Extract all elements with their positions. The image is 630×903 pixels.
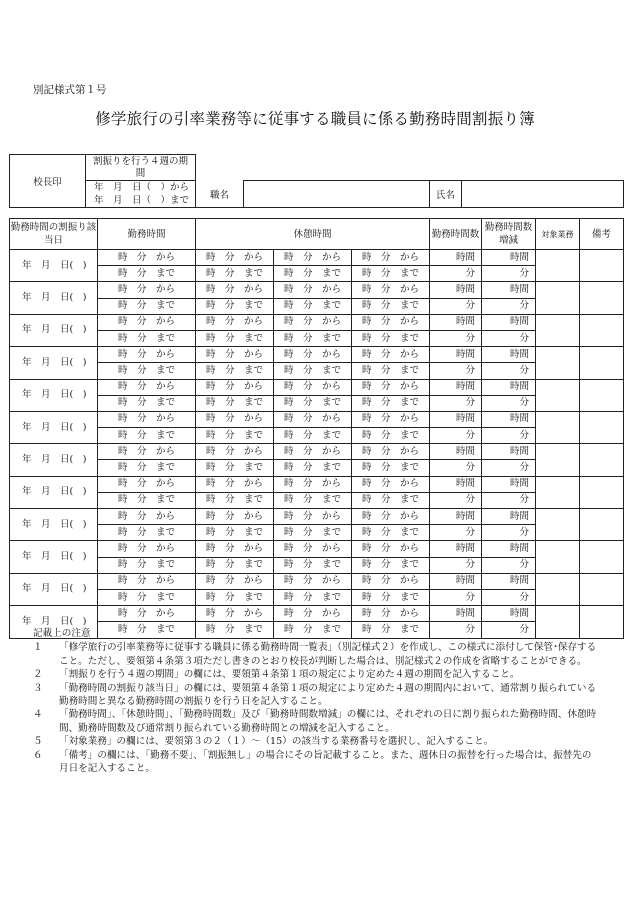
target-work-cell[interactable] <box>536 573 580 605</box>
note-text: 「勤務時間の割振り該当日」の欄には、要領第４条第１項の規定により定めた４週の期間内において、通常割り振られている勤務時間と異なる勤務時間の割振りを行う日を記入すること。 <box>59 682 597 708</box>
break-time-from[interactable]: 時 分 から <box>196 444 274 460</box>
work-time-to[interactable]: 時 分 まで <box>98 557 196 573</box>
header-work-hours-change: 勤務時間数増減 <box>482 219 536 250</box>
target-work-cell[interactable] <box>536 314 580 346</box>
work-hours-change-minutes[interactable]: 分 <box>482 428 536 444</box>
break-time-to[interactable]: 時 分 まで <box>196 330 274 346</box>
note-number: ２ <box>33 669 43 681</box>
break-time-from[interactable]: 時 分 から <box>352 411 430 427</box>
work-time-to[interactable]: 時 分 まで <box>98 266 196 282</box>
header-remarks: 備考 <box>580 219 624 250</box>
date-cell[interactable]: 年 月 日( ) <box>10 411 98 443</box>
remarks-cell[interactable] <box>580 509 624 541</box>
work-hours-minutes[interactable]: 分 <box>430 492 482 508</box>
break-time-to[interactable]: 時 分 まで <box>196 492 274 508</box>
break-time-to[interactable]: 時 分 まで <box>274 266 352 282</box>
break-time-to[interactable]: 時 分 まで <box>274 395 352 411</box>
target-work-cell[interactable] <box>536 509 580 541</box>
schedule-row <box>10 330 624 346</box>
work-hours-hours[interactable]: 時間 <box>430 444 482 460</box>
work-time-from[interactable]: 時 分 から <box>98 444 196 460</box>
break-time-from[interactable]: 時 分 から <box>352 347 430 363</box>
principal-seal-label: 校長印 <box>10 155 86 208</box>
target-work-cell[interactable] <box>536 379 580 411</box>
work-hours-change-hours[interactable]: 時間 <box>482 314 536 330</box>
note-item <box>33 735 601 748</box>
work-hours-minutes[interactable]: 分 <box>430 298 482 314</box>
position-label: 職名 <box>196 181 244 208</box>
remarks-cell[interactable] <box>580 347 624 379</box>
break-time-to[interactable]: 時 分 まで <box>352 492 430 508</box>
work-hours-change-minutes[interactable]: 分 <box>482 557 536 573</box>
date-cell[interactable]: 年 月 日( ) <box>10 573 98 605</box>
work-hours-change-hours[interactable]: 時間 <box>482 411 536 427</box>
work-hours-hours[interactable]: 時間 <box>430 411 482 427</box>
work-hours-minutes[interactable]: 分 <box>430 622 482 638</box>
work-time-from[interactable]: 時 分 から <box>98 606 196 622</box>
break-time-from[interactable]: 時 分 から <box>274 606 352 622</box>
note-item <box>33 749 601 776</box>
break-time-to[interactable]: 時 分 まで <box>274 428 352 444</box>
break-time-from[interactable]: 時 分 から <box>352 541 430 557</box>
target-work-cell[interactable] <box>536 282 580 314</box>
break-time-to[interactable]: 時 分 まで <box>196 460 274 476</box>
target-work-cell[interactable] <box>536 476 580 508</box>
break-time-from[interactable]: 時 分 から <box>196 379 274 395</box>
schedule-row <box>10 250 624 266</box>
break-time-from[interactable]: 時 分 から <box>352 509 430 525</box>
break-time-from[interactable]: 時 分 から <box>274 509 352 525</box>
break-time-to[interactable]: 時 分 まで <box>352 460 430 476</box>
period-from: 年 月 日（ ）から <box>94 182 190 193</box>
header-table <box>9 154 624 208</box>
break-time-from[interactable]: 時 分 から <box>196 509 274 525</box>
break-time-from[interactable]: 時 分 から <box>352 606 430 622</box>
work-hours-minutes[interactable]: 分 <box>430 428 482 444</box>
work-hours-hours[interactable]: 時間 <box>430 509 482 525</box>
break-time-to[interactable]: 時 分 まで <box>196 428 274 444</box>
break-time-from[interactable]: 時 分 から <box>196 541 274 557</box>
break-time-to[interactable]: 時 分 まで <box>196 266 274 282</box>
remarks-cell[interactable] <box>580 282 624 314</box>
date-cell[interactable]: 年 月 日( ) <box>10 379 98 411</box>
work-hours-change-minutes[interactable]: 分 <box>482 330 536 346</box>
work-hours-hours[interactable]: 時間 <box>430 476 482 492</box>
work-hours-change-minutes[interactable]: 分 <box>482 298 536 314</box>
work-hours-minutes[interactable]: 分 <box>430 589 482 605</box>
target-work-cell[interactable] <box>536 411 580 443</box>
work-time-from[interactable]: 時 分 から <box>98 411 196 427</box>
work-time-to[interactable]: 時 分 まで <box>98 395 196 411</box>
work-time-from[interactable]: 時 分 から <box>98 379 196 395</box>
break-time-from[interactable]: 時 分 から <box>274 282 352 298</box>
work-time-to[interactable]: 時 分 まで <box>98 363 196 379</box>
break-time-to[interactable]: 時 分 まで <box>352 298 430 314</box>
break-time-from[interactable]: 時 分 から <box>196 573 274 589</box>
break-time-to[interactable]: 時 分 まで <box>352 395 430 411</box>
note-number: ６ <box>33 749 43 761</box>
header-date: 勤務時間の割振り該当日 <box>10 219 98 250</box>
work-hours-change-minutes[interactable]: 分 <box>482 589 536 605</box>
break-time-to[interactable]: 時 分 まで <box>352 525 430 541</box>
work-time-to[interactable]: 時 分 まで <box>98 460 196 476</box>
break-time-to[interactable]: 時 分 まで <box>274 363 352 379</box>
name-field[interactable] <box>462 181 624 208</box>
schedule-row <box>10 428 624 444</box>
date-cell[interactable]: 年 月 日( ) <box>10 476 98 508</box>
break-time-to[interactable]: 時 分 まで <box>196 395 274 411</box>
date-cell[interactable]: 年 月 日( ) <box>10 347 98 379</box>
remarks-cell[interactable] <box>580 314 624 346</box>
work-time-to[interactable]: 時 分 まで <box>98 428 196 444</box>
break-time-to[interactable]: 時 分 まで <box>274 557 352 573</box>
remarks-cell[interactable] <box>580 444 624 476</box>
break-time-from[interactable]: 時 分 から <box>196 606 274 622</box>
schedule-row <box>10 266 624 282</box>
remarks-cell[interactable] <box>580 379 624 411</box>
work-hours-change-hours[interactable]: 時間 <box>482 606 536 622</box>
note-item <box>33 641 601 668</box>
date-cell[interactable]: 年 月 日( ) <box>10 541 98 573</box>
remarks-cell[interactable] <box>580 541 624 573</box>
period-label: 割振りを行う４週の期間 <box>86 155 196 181</box>
break-time-from[interactable]: 時 分 から <box>352 444 430 460</box>
break-time-to[interactable]: 時 分 まで <box>196 525 274 541</box>
work-hours-hours[interactable]: 時間 <box>430 314 482 330</box>
work-hours-hours[interactable]: 時間 <box>430 250 482 266</box>
header-work-hours: 勤務時間数 <box>430 219 482 250</box>
schedule-row <box>10 606 624 622</box>
work-hours-change-minutes[interactable]: 分 <box>482 363 536 379</box>
schedule-row <box>10 589 624 605</box>
break-time-from[interactable]: 時 分 から <box>196 250 274 266</box>
break-time-to[interactable]: 時 分 まで <box>196 557 274 573</box>
work-hours-change-hours[interactable]: 時間 <box>482 509 536 525</box>
work-hours-change-hours[interactable]: 時間 <box>482 444 536 460</box>
schedule-row <box>10 379 624 395</box>
work-hours-change-minutes[interactable]: 分 <box>482 492 536 508</box>
break-time-to[interactable]: 時 分 まで <box>274 460 352 476</box>
schedule-row <box>10 476 624 492</box>
header-target-work: 対象業務 <box>536 219 580 250</box>
work-hours-hours[interactable]: 時間 <box>430 573 482 589</box>
notes-heading: 記載上の注意 <box>33 628 91 639</box>
break-time-from[interactable]: 時 分 から <box>196 411 274 427</box>
schedule-row <box>10 460 624 476</box>
break-time-to[interactable]: 時 分 まで <box>196 363 274 379</box>
break-time-to[interactable]: 時 分 まで <box>196 298 274 314</box>
period-to: 年 月 日（ ）まで <box>94 195 190 206</box>
note-number: ５ <box>33 736 43 748</box>
work-time-to[interactable]: 時 分 まで <box>98 589 196 605</box>
schedule-row <box>10 444 624 460</box>
work-time-to[interactable]: 時 分 まで <box>98 298 196 314</box>
work-hours-change-hours[interactable]: 時間 <box>482 573 536 589</box>
schedule-row <box>10 314 624 330</box>
schedule-row <box>10 492 624 508</box>
position-field[interactable] <box>244 181 430 208</box>
break-time-to[interactable]: 時 分 まで <box>352 589 430 605</box>
schedule-row <box>10 395 624 411</box>
date-cell[interactable]: 年 月 日( ) <box>10 444 98 476</box>
work-time-from[interactable]: 時 分 から <box>98 282 196 298</box>
break-time-to[interactable]: 時 分 まで <box>274 330 352 346</box>
header-work-time: 勤務時間 <box>98 219 196 250</box>
break-time-from[interactable]: 時 分 から <box>352 314 430 330</box>
period-range <box>86 181 196 208</box>
work-hours-hours[interactable]: 時間 <box>430 379 482 395</box>
break-time-to[interactable]: 時 分 まで <box>352 266 430 282</box>
break-time-to[interactable]: 時 分 まで <box>274 298 352 314</box>
note-text: 「対象業務」の欄には、要領第３の２（１）～（15）の該当する業務番号を選択し、記入すること。 <box>59 736 494 748</box>
break-time-to[interactable]: 時 分 まで <box>352 428 430 444</box>
break-time-from[interactable]: 時 分 から <box>274 573 352 589</box>
note-text: 「備考」の欄には、「勤務不要」、「割振無し」の場合にその旨記載すること。また、週休日の振替を行った場合は、振替先の月日を記入すること。 <box>59 749 592 775</box>
schedule-row <box>10 557 624 573</box>
schedule-row <box>10 282 624 298</box>
page-title: 修学旅行の引率業務等に従事する職員に係る勤務時間割振り簿 <box>95 110 535 128</box>
target-work-cell[interactable] <box>536 347 580 379</box>
work-time-to[interactable]: 時 分 まで <box>98 622 196 638</box>
target-work-cell[interactable] <box>536 444 580 476</box>
break-time-from[interactable]: 時 分 から <box>274 476 352 492</box>
schedule-row <box>10 573 624 589</box>
note-text: 「修学旅行の引率業務等に従事する職員に係る勤務時間一覧表」（別記様式２）を作成し、この様式に添付して保管･保存すること。ただし、要領第４条第３項ただし書きのとおり校長が判断した場合は、別記様式２の作成を省略することができる。 <box>59 642 597 667</box>
remarks-cell[interactable] <box>580 411 624 443</box>
name-label: 氏名 <box>430 181 462 208</box>
schedule-row <box>10 509 624 525</box>
note-item <box>33 708 601 735</box>
note-number: １ <box>33 642 43 654</box>
work-time-from[interactable]: 時 分 から <box>98 541 196 557</box>
form-number-label: 別記様式第１号 <box>33 84 107 96</box>
work-hours-hours[interactable]: 時間 <box>430 541 482 557</box>
break-time-to[interactable]: 時 分 まで <box>274 492 352 508</box>
work-hours-hours[interactable]: 時間 <box>430 606 482 622</box>
break-time-from[interactable]: 時 分 から <box>352 282 430 298</box>
work-time-from[interactable]: 時 分 から <box>98 476 196 492</box>
schedule-row <box>10 347 624 363</box>
date-cell[interactable]: 年 月 日( ) <box>10 314 98 346</box>
work-hours-change-hours[interactable]: 時間 <box>482 347 536 363</box>
work-hours-change-minutes[interactable]: 分 <box>482 460 536 476</box>
break-time-to[interactable]: 時 分 まで <box>352 622 430 638</box>
date-cell[interactable]: 年 月 日( ) <box>10 509 98 541</box>
schedule-row <box>10 525 624 541</box>
work-hours-minutes[interactable]: 分 <box>430 557 482 573</box>
work-hours-hours[interactable]: 時間 <box>430 347 482 363</box>
break-time-to[interactable]: 時 分 まで <box>274 622 352 638</box>
work-time-from[interactable]: 時 分 から <box>98 250 196 266</box>
work-hours-change-hours[interactable]: 時間 <box>482 476 536 492</box>
break-time-from[interactable]: 時 分 から <box>352 379 430 395</box>
break-time-from[interactable]: 時 分 から <box>274 379 352 395</box>
work-hours-minutes[interactable]: 分 <box>430 395 482 411</box>
schedule-row <box>10 411 624 427</box>
work-time-to[interactable]: 時 分 まで <box>98 330 196 346</box>
schedule-table <box>9 218 624 639</box>
work-time-from[interactable]: 時 分 から <box>98 347 196 363</box>
work-hours-minutes[interactable]: 分 <box>430 330 482 346</box>
date-cell[interactable]: 年 月 日( ) <box>10 250 98 282</box>
work-hours-minutes[interactable]: 分 <box>430 266 482 282</box>
note-text: 「勤務時間」、「休憩時間」、「勤務時間数」及び「勤務時間数増減」の欄には、それぞれの日に割り振られた勤務時間、休憩時間、勤務時間数及び通常割り振られている勤務時間との増減を記入すること。 <box>59 709 597 734</box>
work-time-to[interactable]: 時 分 まで <box>98 492 196 508</box>
work-hours-change-hours[interactable]: 時間 <box>482 541 536 557</box>
break-time-from[interactable]: 時 分 から <box>196 476 274 492</box>
break-time-to[interactable]: 時 分 まで <box>196 589 274 605</box>
break-time-to[interactable]: 時 分 まで <box>352 363 430 379</box>
schedule-row <box>10 541 624 557</box>
work-hours-change-hours[interactable]: 時間 <box>482 282 536 298</box>
target-work-cell[interactable] <box>536 250 580 282</box>
break-time-from[interactable]: 時 分 から <box>274 347 352 363</box>
break-time-to[interactable]: 時 分 まで <box>274 589 352 605</box>
break-time-from[interactable]: 時 分 から <box>352 250 430 266</box>
work-hours-change-minutes[interactable]: 分 <box>482 525 536 541</box>
break-time-to[interactable]: 時 分 まで <box>196 622 274 638</box>
break-time-to[interactable]: 時 分 まで <box>352 557 430 573</box>
work-hours-minutes[interactable]: 分 <box>430 460 482 476</box>
note-number: ４ <box>33 709 43 721</box>
break-time-from[interactable]: 時 分 から <box>352 573 430 589</box>
target-work-cell[interactable] <box>536 541 580 573</box>
break-time-from[interactable]: 時 分 から <box>352 476 430 492</box>
work-hours-change-hours[interactable]: 時間 <box>482 250 536 266</box>
break-time-from[interactable]: 時 分 から <box>274 250 352 266</box>
work-hours-change-hours[interactable]: 時間 <box>482 379 536 395</box>
header-break-time: 休憩時間 <box>196 219 430 250</box>
note-item <box>33 668 601 681</box>
work-hours-minutes[interactable]: 分 <box>430 363 482 379</box>
break-time-to[interactable]: 時 分 まで <box>274 525 352 541</box>
work-hours-minutes[interactable]: 分 <box>430 525 482 541</box>
work-time-from[interactable]: 時 分 から <box>98 314 196 330</box>
work-hours-change-minutes[interactable]: 分 <box>482 622 536 638</box>
date-cell[interactable]: 年 月 日( ) <box>10 606 98 638</box>
break-time-from[interactable]: 時 分 から <box>196 282 274 298</box>
work-time-from[interactable]: 時 分 から <box>98 573 196 589</box>
note-text: 「割振りを行う４週の期間」の欄には、要領第４条第１項の規定により定めた４週の期間を記入すること。 <box>59 669 520 681</box>
break-time-from[interactable]: 時 分 から <box>274 541 352 557</box>
notes-section <box>33 627 601 775</box>
break-time-from[interactable]: 時 分 から <box>196 314 274 330</box>
work-hours-change-minutes[interactable]: 分 <box>482 266 536 282</box>
break-time-to[interactable]: 時 分 まで <box>352 330 430 346</box>
schedule-row <box>10 363 624 379</box>
work-time-to[interactable]: 時 分 まで <box>98 525 196 541</box>
note-item <box>33 682 601 709</box>
remarks-cell[interactable] <box>580 476 624 508</box>
work-hours-change-minutes[interactable]: 分 <box>482 395 536 411</box>
break-time-from[interactable]: 時 分 から <box>274 314 352 330</box>
break-time-from[interactable]: 時 分 から <box>274 411 352 427</box>
break-time-from[interactable]: 時 分 から <box>196 347 274 363</box>
work-hours-hours[interactable]: 時間 <box>430 282 482 298</box>
break-time-from[interactable]: 時 分 から <box>274 444 352 460</box>
work-time-from[interactable]: 時 分 から <box>98 509 196 525</box>
remarks-cell[interactable] <box>580 573 624 605</box>
schedule-row <box>10 298 624 314</box>
note-number: ３ <box>33 682 43 694</box>
remarks-cell[interactable] <box>580 250 624 282</box>
date-cell[interactable]: 年 月 日( ) <box>10 282 98 314</box>
